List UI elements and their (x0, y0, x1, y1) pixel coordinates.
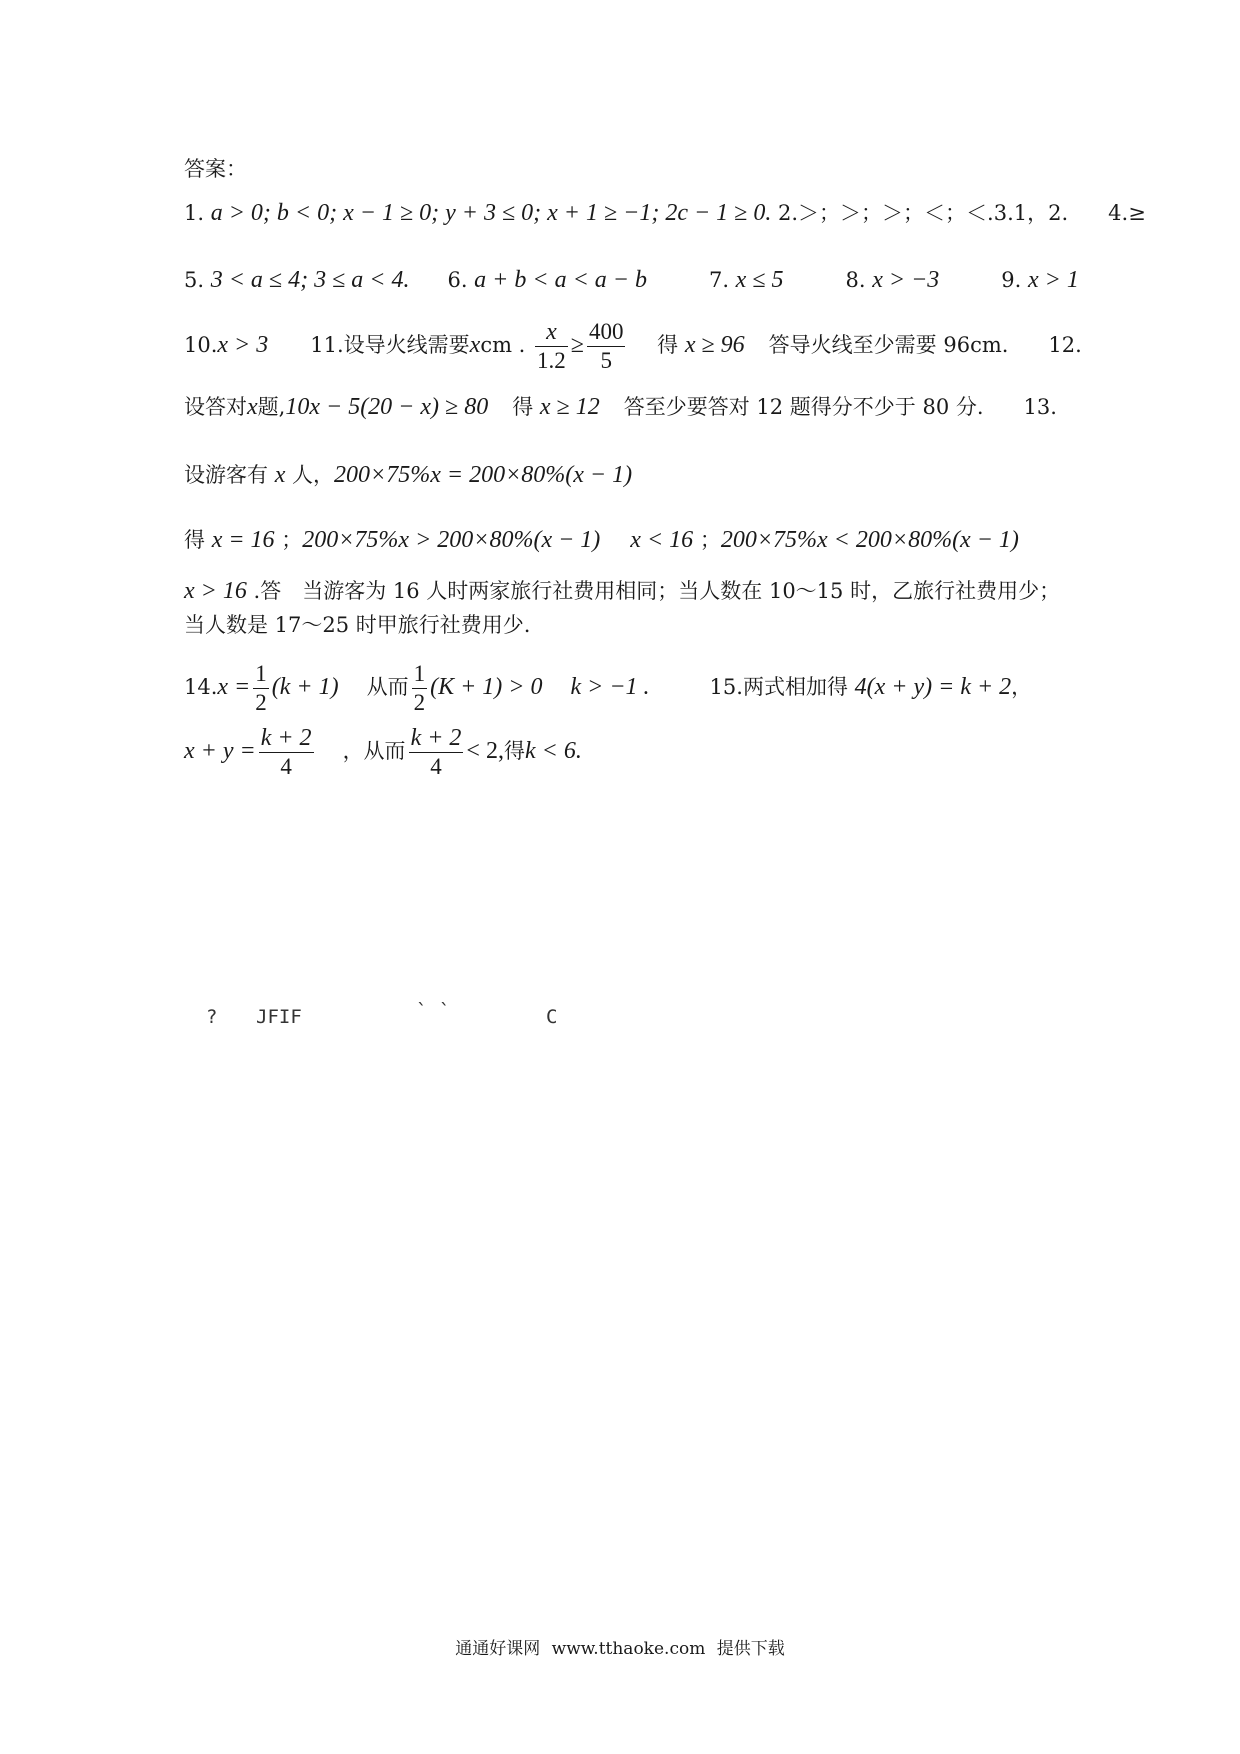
answer-text: ，从而 (342, 739, 406, 763)
stray-glyph: ` ` (416, 1000, 451, 1022)
answer-text: 11.设导火线需要 (310, 333, 470, 357)
stray-glyph: ? (206, 1006, 218, 1028)
answer-line-3 (184, 318, 1082, 375)
footer-text: 提供下载 (716, 1639, 785, 1659)
math-variable: x (247, 394, 258, 420)
separator: ， (1011, 675, 1033, 699)
fraction-denominator: 4 (280, 754, 292, 779)
math-operator: ≥ (570, 332, 584, 358)
answer-text: 得 (503, 739, 525, 763)
item-number: 6. (447, 268, 475, 292)
math-expression: 200×75%x > 200×80%(x − 1) (302, 527, 601, 553)
answer-line-9 (184, 660, 1032, 717)
fraction-denominator: 2 (255, 690, 267, 715)
math-expression: 200×75%x < 200×80%(x − 1) (720, 527, 1019, 553)
fraction-denominator: 2 (413, 690, 426, 715)
answer-line-6 (184, 525, 1019, 555)
fraction (259, 724, 314, 781)
answer-text: .答 当游客为 16 人时两家旅行社费用相同；当人数在 10～15 时，乙旅行社费用少； (246, 579, 1061, 603)
answer-text: 得 (512, 395, 534, 419)
fraction (535, 318, 568, 375)
math-expression: 200×75%x = 200×80%(x − 1) (334, 462, 633, 488)
answer-text: 2.＞；＞；＞；＜；＜.3.1，2. (771, 201, 1069, 225)
footer-url: www.tthaoke.com (551, 1639, 706, 1659)
fraction-denominator: 4 (430, 754, 442, 779)
answer-text: 人， (292, 463, 335, 487)
answer-line-4 (184, 392, 1057, 422)
fraction-numerator: x (535, 318, 568, 347)
item-number: 5. (184, 268, 211, 292)
math-expression: x ≥ 12 (539, 394, 600, 420)
fraction (587, 318, 626, 375)
math-expression: 3 < a ≤ 4; 3 ≤ a < 4. (210, 267, 410, 293)
answer-line-10 (184, 724, 582, 781)
math-expression: x ≥ 96 (684, 332, 745, 358)
math-variable: x (469, 332, 481, 358)
item-number: 13. (1023, 395, 1057, 419)
stray-glyph: C (546, 1006, 558, 1028)
heading-text: 答案： (184, 157, 247, 181)
answer-text: 15.两式相加得 (709, 675, 848, 699)
item-number: 1. (184, 201, 211, 225)
math-expression: k < 6. (524, 738, 582, 764)
answer-line-2 (184, 265, 1079, 295)
separator: ； (699, 528, 721, 552)
answer-text: 设游客有 (184, 463, 268, 487)
answer-text: 答至少要答对 12 题得分不少于 80 分. (623, 395, 984, 419)
item-number: 10. (184, 333, 218, 357)
answers-heading (184, 154, 247, 184)
answer-text: 设答对 (184, 395, 247, 419)
fraction-numerator: 400 (587, 318, 626, 347)
stray-glyph: JFIF (256, 1006, 302, 1028)
answer-line-1 (184, 198, 1146, 228)
answer-line-8 (184, 610, 530, 640)
fraction (253, 660, 269, 717)
answer-text: cm . (480, 333, 526, 357)
answer-text: 答导火线至少需要 96cm. (768, 333, 1009, 357)
math-expression: x > 16 (184, 578, 247, 604)
math-expression: x > 1 (1027, 267, 1079, 293)
fraction-numerator: 1 (253, 660, 269, 689)
math-expression: 10x − 5(20 − x) ≥ 80 (285, 394, 489, 420)
math-expression: a > 0; b < 0; x − 1 ≥ 0; y + 3 ≤ 0; x + 1 ≥ −1; 2c − 1 ≥ 0. (210, 200, 772, 226)
page-footer (0, 1634, 1240, 1659)
item-number: 12. (1048, 333, 1082, 357)
fraction-numerator: k + 2 (260, 725, 312, 751)
math-expression: x ≤ 5 (735, 267, 784, 293)
answer-text: 得 (657, 333, 679, 357)
fraction-numerator: 1 (412, 660, 428, 689)
separator: ； (281, 528, 303, 552)
math-variable: x (274, 462, 286, 488)
fraction (412, 660, 428, 717)
answer-text: 4.≥ (1108, 201, 1146, 225)
math-expression: x + y = (184, 738, 256, 764)
item-number: 14. (184, 675, 218, 699)
fraction-numerator: k + 2 (410, 725, 462, 751)
math-expression: a + b < a < a − b (474, 267, 647, 293)
math-expression: x < 16 (630, 527, 694, 553)
math-expression: x = 16 (211, 527, 275, 553)
math-expression: x = (217, 674, 251, 700)
item-number: 7. (708, 268, 736, 292)
math-expression: (k + 1) (271, 674, 339, 700)
math-expression: x > 3 (217, 332, 269, 358)
answer-text: 得 (184, 528, 205, 552)
fraction-denominator: 1.2 (537, 348, 566, 373)
answer-text: 当人数是 17～25 时甲旅行社费用少. (184, 613, 531, 637)
answer-text: 题, (257, 395, 286, 419)
fraction-denominator: 5 (600, 348, 612, 373)
math-expression: < 2, (466, 738, 504, 764)
footer-site-name: 通通好课网 (455, 1639, 541, 1659)
math-expression: (K + 1) > 0 (430, 674, 543, 700)
answer-line-5 (184, 460, 632, 490)
answer-line-7 (184, 576, 1060, 606)
answer-text: 从而 (366, 675, 409, 699)
item-number: 9. (1001, 268, 1028, 292)
math-expression: k > −1 . (570, 674, 650, 700)
math-expression: 4(x + y) = k + 2 (854, 674, 1012, 700)
item-number: 8. (845, 268, 873, 292)
math-expression: x > −3 (872, 267, 940, 293)
fraction (409, 724, 464, 781)
